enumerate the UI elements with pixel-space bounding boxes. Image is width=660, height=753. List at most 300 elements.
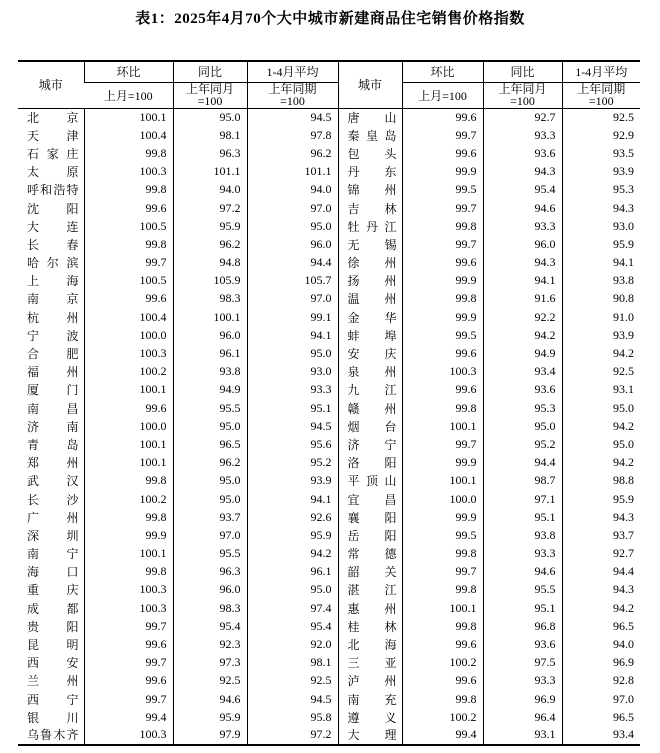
- value-cell: 95.3: [483, 399, 562, 417]
- value-cell: 94.9: [173, 381, 247, 399]
- value-cell: 94.4: [562, 563, 640, 581]
- value-cell: 94.3: [483, 254, 562, 272]
- city-cell: 平顶山: [338, 472, 402, 490]
- value-cell: 99.6: [84, 290, 173, 308]
- value-cell: 94.6: [483, 563, 562, 581]
- header-avg-base-left: [247, 82, 338, 108]
- value-cell: 100.0: [402, 490, 483, 508]
- value-cell: 95.0: [173, 417, 247, 435]
- city-cell: 海口: [27, 565, 79, 580]
- value-cell: 99.6: [402, 381, 483, 399]
- city-cell: 宁波: [27, 328, 79, 343]
- value-cell: 100.1: [402, 599, 483, 617]
- value-cell: 105.9: [173, 272, 247, 290]
- value-cell: 93.7: [173, 508, 247, 526]
- value-cell: 100.1: [84, 454, 173, 472]
- value-cell: 96.5: [562, 617, 640, 635]
- value-cell: 99.9: [402, 308, 483, 326]
- value-cell: 94.8: [173, 254, 247, 272]
- table-row: [18, 599, 640, 617]
- value-cell: 93.0: [247, 363, 338, 381]
- value-cell: 96.0: [247, 235, 338, 253]
- city-cell: 昆明: [27, 638, 79, 653]
- value-cell: 97.0: [562, 690, 640, 708]
- value-cell: 93.3: [483, 126, 562, 144]
- city-cell: 深圳: [27, 528, 79, 543]
- value-cell: 95.5: [173, 399, 247, 417]
- value-cell: 97.0: [247, 290, 338, 308]
- city-cell: 常德: [338, 545, 402, 563]
- value-cell: 93.3: [483, 672, 562, 690]
- value-cell: 92.8: [562, 672, 640, 690]
- table-row: [18, 344, 640, 362]
- city-cell: 遵义: [338, 708, 402, 726]
- value-cell: 99.8: [402, 399, 483, 417]
- header-yoy-right: 同比: [483, 61, 562, 82]
- value-cell: 99.8: [402, 545, 483, 563]
- value-cell: 99.4: [402, 726, 483, 744]
- city-cell: 郑州: [27, 456, 79, 471]
- value-cell: 100.3: [84, 344, 173, 362]
- header-mom-left: 环比: [84, 61, 173, 82]
- value-cell: 95.3: [562, 181, 640, 199]
- header-yoy-left: 同比: [173, 61, 247, 82]
- value-cell: 92.5: [562, 363, 640, 381]
- city-cell: 呼和浩特: [27, 183, 79, 198]
- city-cell: 宜昌: [338, 490, 402, 508]
- value-cell: 95.1: [247, 399, 338, 417]
- value-cell: 99.7: [84, 254, 173, 272]
- value-cell: 93.6: [483, 635, 562, 653]
- value-cell: 92.2: [483, 308, 562, 326]
- value-cell: 94.6: [483, 199, 562, 217]
- value-cell: 100.5: [84, 272, 173, 290]
- value-cell: 95.5: [483, 581, 562, 599]
- value-cell: 95.0: [247, 581, 338, 599]
- city-cell: 泸州: [338, 672, 402, 690]
- value-cell: 97.4: [247, 599, 338, 617]
- value-cell: 99.8: [402, 290, 483, 308]
- value-cell: 99.8: [402, 217, 483, 235]
- city-cell: 西宁: [27, 692, 79, 707]
- city-cell: 太原: [27, 165, 79, 180]
- value-cell: 98.3: [173, 290, 247, 308]
- header-row-top: [18, 61, 640, 82]
- value-cell: 90.8: [562, 290, 640, 308]
- table-row: [18, 654, 640, 672]
- value-cell: 96.3: [173, 144, 247, 162]
- value-cell: 97.0: [173, 526, 247, 544]
- value-cell: 99.8: [402, 581, 483, 599]
- city-cell: 徐州: [338, 254, 402, 272]
- value-cell: 98.8: [562, 472, 640, 490]
- value-cell: 95.1: [483, 599, 562, 617]
- city-cell: 银川: [27, 710, 79, 725]
- value-cell: 96.9: [562, 654, 640, 672]
- table-title: 表1：2025年4月70个大中城市新建商品住宅销售价格指数: [135, 11, 525, 27]
- value-cell: 93.6: [483, 381, 562, 399]
- value-cell: 99.6: [84, 399, 173, 417]
- value-cell: 95.0: [173, 108, 247, 126]
- value-cell: 99.6: [402, 672, 483, 690]
- table-row: [18, 126, 640, 144]
- city-cell: 赣州: [338, 399, 402, 417]
- table-row: [18, 163, 640, 181]
- value-cell: 94.6: [173, 690, 247, 708]
- city-cell: 厦门: [27, 383, 79, 398]
- value-cell: 95.0: [173, 490, 247, 508]
- header-yoy-base-left: [173, 82, 247, 108]
- city-cell: 福州: [27, 365, 79, 380]
- city-cell: 重庆: [27, 583, 79, 598]
- city-cell: 北京: [27, 110, 79, 125]
- city-cell: 大理: [338, 726, 402, 744]
- value-cell: 105.7: [247, 272, 338, 290]
- value-cell: 100.2: [84, 490, 173, 508]
- value-cell: 99.5: [402, 181, 483, 199]
- city-cell: 乌鲁木齐: [27, 728, 79, 743]
- value-cell: 95.5: [173, 545, 247, 563]
- value-cell: 98.1: [247, 654, 338, 672]
- value-cell: 95.0: [562, 399, 640, 417]
- value-cell: 94.4: [247, 254, 338, 272]
- value-cell: 95.4: [173, 617, 247, 635]
- value-cell: 96.4: [483, 708, 562, 726]
- value-cell: 94.5: [247, 108, 338, 126]
- value-cell: 97.8: [247, 126, 338, 144]
- value-cell: 99.9: [402, 454, 483, 472]
- city-cell: 杭州: [27, 310, 79, 325]
- value-cell: 94.3: [483, 163, 562, 181]
- value-cell: 99.7: [402, 199, 483, 217]
- value-cell: 99.7: [84, 690, 173, 708]
- header-mom-base-left: 上月=100: [84, 82, 173, 108]
- value-cell: 98.1: [173, 126, 247, 144]
- value-cell: 96.3: [173, 563, 247, 581]
- city-cell: 广州: [27, 510, 79, 525]
- value-cell: 99.8: [84, 472, 173, 490]
- value-cell: 93.1: [562, 381, 640, 399]
- city-cell: 南宁: [27, 547, 79, 562]
- city-cell: 包头: [338, 144, 402, 162]
- table-row: [18, 290, 640, 308]
- value-cell: 94.2: [483, 326, 562, 344]
- value-cell: 99.8: [84, 235, 173, 253]
- table-row: [18, 508, 640, 526]
- value-cell: 93.8: [173, 363, 247, 381]
- city-cell: 大连: [27, 219, 79, 234]
- value-cell: 96.2: [173, 235, 247, 253]
- value-cell: 99.6: [402, 254, 483, 272]
- value-cell: 99.6: [402, 108, 483, 126]
- city-cell: 上海: [27, 274, 79, 289]
- header-avg-base-line2: =100: [280, 94, 305, 108]
- value-cell: 95.0: [247, 217, 338, 235]
- value-cell: 99.6: [84, 635, 173, 653]
- value-cell: 94.0: [173, 181, 247, 199]
- table-row: [18, 272, 640, 290]
- value-cell: 92.5: [173, 672, 247, 690]
- city-cell: 石家庄: [27, 146, 79, 161]
- value-cell: 94.3: [562, 199, 640, 217]
- table-row: [18, 472, 640, 490]
- header-city-right: 城市: [338, 61, 402, 108]
- value-cell: 93.4: [483, 363, 562, 381]
- table-row: [18, 635, 640, 653]
- value-cell: 99.8: [402, 690, 483, 708]
- city-cell: 岳阳: [338, 526, 402, 544]
- value-cell: 100.1: [84, 435, 173, 453]
- table-row: [18, 363, 640, 381]
- city-cell: 南京: [27, 292, 79, 307]
- value-cell: 101.1: [173, 163, 247, 181]
- value-cell: 93.5: [562, 144, 640, 162]
- table-row: [18, 490, 640, 508]
- value-cell: 99.8: [84, 508, 173, 526]
- city-cell: 丹东: [338, 163, 402, 181]
- value-cell: 94.1: [247, 326, 338, 344]
- header-avg-right: 1-4月平均: [562, 61, 640, 82]
- value-cell: 92.6: [247, 508, 338, 526]
- value-cell: 94.2: [562, 454, 640, 472]
- header-avg-base-line1: 上年同期: [268, 82, 317, 96]
- value-cell: 99.8: [402, 617, 483, 635]
- value-cell: 95.9: [173, 217, 247, 235]
- city-cell: 金华: [338, 308, 402, 326]
- table-row: [18, 399, 640, 417]
- price-index-table: [18, 60, 640, 746]
- value-cell: 94.1: [483, 272, 562, 290]
- value-cell: 95.2: [483, 435, 562, 453]
- city-cell: 湛江: [338, 581, 402, 599]
- table-row: [18, 326, 640, 344]
- value-cell: 100.2: [402, 708, 483, 726]
- table-row: [18, 526, 640, 544]
- value-cell: 92.7: [562, 545, 640, 563]
- value-cell: 98.7: [483, 472, 562, 490]
- value-cell: 95.4: [483, 181, 562, 199]
- value-cell: 92.3: [173, 635, 247, 653]
- value-cell: 99.6: [402, 635, 483, 653]
- value-cell: 93.4: [562, 726, 640, 744]
- value-cell: 92.5: [562, 108, 640, 126]
- value-cell: 96.9: [483, 690, 562, 708]
- value-cell: 94.5: [247, 690, 338, 708]
- value-cell: 96.1: [173, 344, 247, 362]
- value-cell: 99.1: [247, 308, 338, 326]
- value-cell: 99.8: [84, 144, 173, 162]
- value-cell: 94.1: [247, 490, 338, 508]
- value-cell: 98.3: [173, 599, 247, 617]
- value-cell: 94.3: [562, 508, 640, 526]
- city-cell: 南昌: [27, 401, 79, 416]
- value-cell: 100.2: [402, 654, 483, 672]
- value-cell: 95.2: [247, 454, 338, 472]
- value-cell: 99.7: [84, 654, 173, 672]
- value-cell: 95.0: [483, 417, 562, 435]
- value-cell: 100.0: [84, 326, 173, 344]
- header-avg-base-right: [562, 82, 640, 108]
- value-cell: 94.0: [562, 635, 640, 653]
- value-cell: 97.5: [483, 654, 562, 672]
- table-row: [18, 217, 640, 235]
- value-cell: 93.7: [562, 526, 640, 544]
- city-cell: 长春: [27, 237, 79, 252]
- value-cell: 95.9: [173, 708, 247, 726]
- city-cell: 洛阳: [338, 454, 402, 472]
- city-cell: 兰州: [27, 674, 79, 689]
- value-cell: 96.1: [247, 563, 338, 581]
- city-cell: 安庆: [338, 344, 402, 362]
- value-cell: 94.4: [483, 454, 562, 472]
- city-cell: 武汉: [27, 474, 79, 489]
- value-cell: 91.0: [562, 308, 640, 326]
- header-city-left: 城市: [18, 61, 84, 108]
- city-cell: 牡丹江: [338, 217, 402, 235]
- value-cell: 93.8: [483, 526, 562, 544]
- value-cell: 94.2: [562, 417, 640, 435]
- value-cell: 95.0: [247, 344, 338, 362]
- table-row: [18, 726, 640, 744]
- header-yoy-base-line1: 上年同月: [185, 82, 234, 96]
- header-avg-left: 1-4月平均: [247, 61, 338, 82]
- value-cell: 95.9: [247, 526, 338, 544]
- value-cell: 95.9: [562, 235, 640, 253]
- value-cell: 95.8: [247, 708, 338, 726]
- value-cell: 97.2: [173, 199, 247, 217]
- header-avg-base-line2: =100: [588, 94, 614, 108]
- value-cell: 99.6: [84, 672, 173, 690]
- value-cell: 99.7: [84, 617, 173, 635]
- value-cell: 95.9: [562, 490, 640, 508]
- value-cell: 95.1: [483, 508, 562, 526]
- city-cell: 温州: [338, 290, 402, 308]
- city-cell: 吉林: [338, 199, 402, 217]
- table-body: [18, 108, 640, 745]
- value-cell: 100.5: [84, 217, 173, 235]
- value-cell: 100.3: [84, 581, 173, 599]
- value-cell: 100.2: [84, 363, 173, 381]
- value-cell: 100.1: [402, 417, 483, 435]
- value-cell: 100.4: [84, 126, 173, 144]
- value-cell: 93.0: [562, 217, 640, 235]
- value-cell: 99.6: [402, 144, 483, 162]
- value-cell: 99.8: [84, 181, 173, 199]
- value-cell: 93.9: [247, 472, 338, 490]
- value-cell: 93.8: [562, 272, 640, 290]
- header-mom-base-right: 上月=100: [402, 82, 483, 108]
- city-cell: 惠州: [338, 599, 402, 617]
- value-cell: 94.9: [483, 344, 562, 362]
- value-cell: 92.0: [247, 635, 338, 653]
- city-cell: 唐山: [338, 108, 402, 126]
- value-cell: 93.9: [562, 326, 640, 344]
- value-cell: 99.9: [84, 526, 173, 544]
- value-cell: 97.3: [173, 654, 247, 672]
- value-cell: 92.5: [247, 672, 338, 690]
- table-row: [18, 435, 640, 453]
- value-cell: 99.5: [402, 526, 483, 544]
- header-row-sub: [18, 82, 640, 108]
- value-cell: 92.9: [562, 126, 640, 144]
- city-cell: 南充: [338, 690, 402, 708]
- table-row: [18, 254, 640, 272]
- table-row: [18, 581, 640, 599]
- value-cell: 96.2: [247, 144, 338, 162]
- city-cell: 青岛: [27, 437, 79, 452]
- city-cell: 韶关: [338, 563, 402, 581]
- value-cell: 96.5: [173, 435, 247, 453]
- value-cell: 99.9: [402, 508, 483, 526]
- header-yoy-base-line2: =100: [197, 94, 223, 108]
- value-cell: 93.6: [483, 144, 562, 162]
- value-cell: 100.1: [84, 108, 173, 126]
- table-row: [18, 617, 640, 635]
- city-cell: 三亚: [338, 654, 402, 672]
- value-cell: 97.0: [247, 199, 338, 217]
- table-row: [18, 199, 640, 217]
- value-cell: 100.1: [173, 308, 247, 326]
- value-cell: 99.9: [402, 272, 483, 290]
- table-header: [18, 61, 640, 108]
- value-cell: 94.3: [562, 581, 640, 599]
- value-cell: 96.5: [562, 708, 640, 726]
- value-cell: 99.7: [402, 235, 483, 253]
- table-row: [18, 144, 640, 162]
- city-cell: 西安: [27, 656, 79, 671]
- table-row: [18, 690, 640, 708]
- table-row: [18, 108, 640, 126]
- value-cell: 96.0: [483, 235, 562, 253]
- value-cell: 94.2: [247, 545, 338, 563]
- value-cell: 100.0: [84, 417, 173, 435]
- city-cell: 长沙: [27, 492, 79, 507]
- table-row: [18, 708, 640, 726]
- table-row: [18, 235, 640, 253]
- city-cell: 合肥: [27, 347, 79, 362]
- value-cell: 96.0: [173, 581, 247, 599]
- city-cell: 贵阳: [27, 619, 79, 634]
- city-cell: 北海: [338, 635, 402, 653]
- value-cell: 100.4: [84, 308, 173, 326]
- value-cell: 93.9: [562, 163, 640, 181]
- city-cell: 锦州: [338, 181, 402, 199]
- table-row: [18, 563, 640, 581]
- city-cell: 桂林: [338, 617, 402, 635]
- value-cell: 95.0: [173, 472, 247, 490]
- city-cell: 无锡: [338, 235, 402, 253]
- table-row: [18, 545, 640, 563]
- city-cell: 济宁: [338, 435, 402, 453]
- table-row: [18, 381, 640, 399]
- city-cell: 襄阳: [338, 508, 402, 526]
- value-cell: 92.7: [483, 108, 562, 126]
- value-cell: 99.7: [402, 126, 483, 144]
- city-cell: 天津: [27, 128, 79, 143]
- city-cell: 扬州: [338, 272, 402, 290]
- value-cell: 94.2: [562, 344, 640, 362]
- value-cell: 100.3: [402, 363, 483, 381]
- value-cell: 93.3: [483, 545, 562, 563]
- value-cell: 96.2: [173, 454, 247, 472]
- header-yoy-base-right: [483, 82, 562, 108]
- value-cell: 99.7: [402, 563, 483, 581]
- header-yoy-base-line1: 上年同月: [498, 82, 547, 96]
- value-cell: 100.3: [84, 163, 173, 181]
- city-cell: 沈阳: [27, 201, 79, 216]
- value-cell: 99.4: [84, 708, 173, 726]
- value-cell: 93.3: [483, 217, 562, 235]
